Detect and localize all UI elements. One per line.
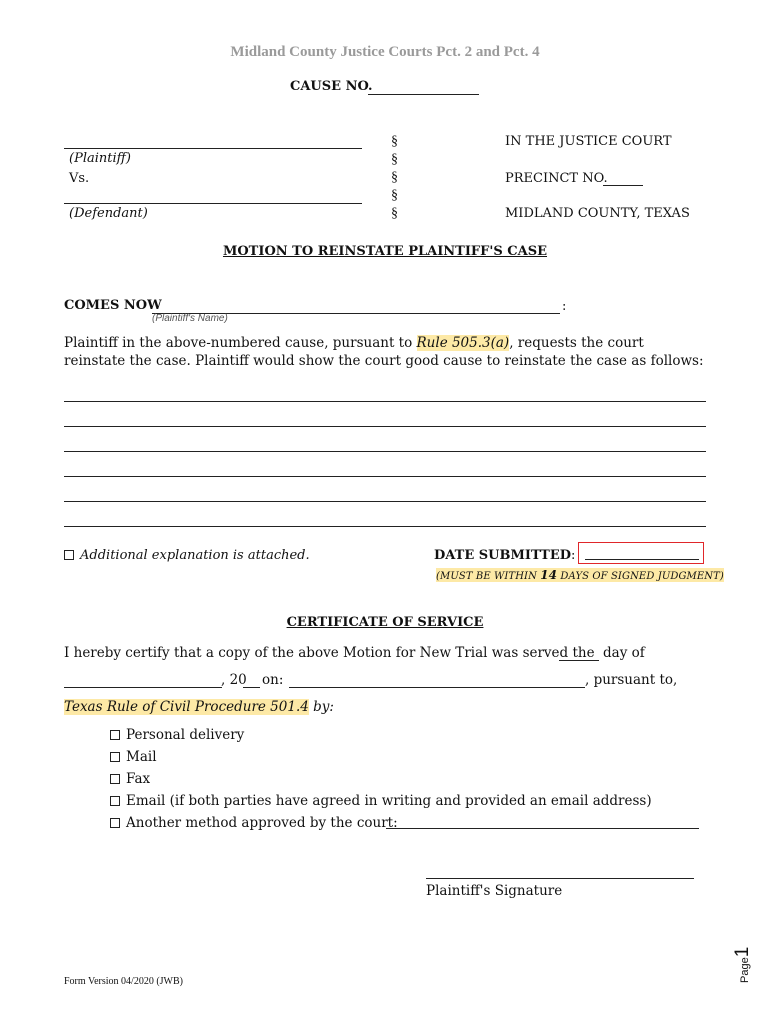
date-submitted-colon: : xyxy=(571,548,576,563)
method-label: Another method approved by the court: xyxy=(126,815,398,831)
fax-checkbox[interactable] xyxy=(110,774,120,784)
service-year-field[interactable] xyxy=(243,687,260,688)
certificate-day-of: day of xyxy=(603,645,645,661)
service-day-field[interactable] xyxy=(559,660,599,661)
certificate-line-1 xyxy=(64,645,595,661)
date-submitted xyxy=(434,548,575,563)
signature-field[interactable] xyxy=(426,878,694,879)
form-version: Form Version 04/2020 (JWB) xyxy=(64,976,183,987)
cause-number-field[interactable] xyxy=(368,94,479,95)
deadline-note-b: DAYS OF SIGNED JUDGMENT xyxy=(557,571,720,582)
comes-now-label: COMES NOW xyxy=(64,298,162,313)
explanation-line[interactable] xyxy=(64,501,706,502)
section-symbol: § xyxy=(391,170,398,185)
certificate-text: I hereby certify that a copy of the above Motion for New Trial was served the xyxy=(64,645,595,661)
deadline-note xyxy=(436,568,724,582)
motion-body-text-1: Plaintiff in the above-numbered cause, pursuant to xyxy=(64,335,417,351)
certificate-title: CERTIFICATE OF SERVICE xyxy=(286,615,484,630)
plaintiff-name-hint: (Plaintiff's Name) xyxy=(152,313,228,324)
email-checkbox[interactable] xyxy=(110,796,120,806)
cause-label: CAUSE NO. xyxy=(290,79,373,94)
service-method-other[interactable] xyxy=(110,815,398,831)
date-submitted-label: DATE SUBMITTED xyxy=(434,548,572,563)
defendant-field[interactable] xyxy=(64,203,362,204)
method-label: Personal delivery xyxy=(126,727,245,743)
personal-delivery-checkbox[interactable] xyxy=(110,730,120,740)
additional-explanation-option[interactable] xyxy=(64,548,310,563)
explanation-line[interactable] xyxy=(64,476,706,477)
method-label: Email (if both parties have agreed in writing and provided an email address) xyxy=(126,793,652,809)
by-label: by: xyxy=(313,699,334,715)
defendant-label: (Defendant) xyxy=(69,206,148,221)
precinct-text: PRECINCT NO. xyxy=(505,171,608,186)
explanation-line[interactable] xyxy=(64,526,706,527)
court-name: IN THE JUSTICE COURT xyxy=(505,134,672,149)
certificate-on: on: xyxy=(262,672,284,688)
motion-body-text-2: , requests the court reinstate the case. Plaintiff would show the court good cause to reinstate the case as follows: xyxy=(64,335,704,369)
mail-checkbox[interactable] xyxy=(110,752,120,762)
signature-label: Plaintiff's Signature xyxy=(426,883,563,899)
page-label: Page xyxy=(739,957,751,983)
certificate-year: , 20 xyxy=(221,672,247,688)
county-label: MIDLAND COUNTY, TEXAS xyxy=(505,206,690,221)
vs-label: Vs. xyxy=(69,171,90,186)
explanation-line[interactable] xyxy=(64,451,706,452)
court-header: Midland County Justice Courts Pct. 2 and Pct. 4 xyxy=(230,44,540,60)
explanation-line[interactable] xyxy=(64,401,706,402)
section-symbol: § xyxy=(391,206,398,221)
plaintiff-label: (Plaintiff) xyxy=(69,151,131,166)
additional-explanation-checkbox[interactable] xyxy=(64,550,74,560)
other-method-checkbox[interactable] xyxy=(110,818,120,828)
method-label: Mail xyxy=(126,749,157,765)
service-method-mail[interactable] xyxy=(110,749,157,765)
service-method-fax[interactable] xyxy=(110,771,150,787)
plaintiff-field[interactable] xyxy=(64,148,362,149)
comes-now-colon: : xyxy=(562,299,567,314)
precinct-label xyxy=(505,171,608,186)
certificate-pursuant: , pursuant to, xyxy=(585,672,678,688)
service-method-personal[interactable] xyxy=(110,727,244,743)
deadline-days: 14 xyxy=(540,568,558,582)
deadline-note-open: ( xyxy=(436,571,441,582)
service-method-email[interactable] xyxy=(110,793,652,809)
precinct-field[interactable] xyxy=(603,185,643,186)
additional-explanation-label: Additional explanation is attached. xyxy=(80,548,310,563)
section-symbol: § xyxy=(391,188,398,203)
page-digit: 1 xyxy=(732,946,753,958)
served-party-field[interactable] xyxy=(289,687,585,688)
rule-505-link[interactable]: Rule 505.3(a) xyxy=(416,335,510,351)
service-month-field[interactable] xyxy=(64,687,222,688)
section-symbol: § xyxy=(391,152,398,167)
method-label: Fax xyxy=(126,771,151,787)
trcp-501-4-link[interactable]: Texas Rule of Civil Procedure 501.4 xyxy=(64,699,309,715)
date-submitted-field[interactable] xyxy=(578,542,704,564)
motion-body xyxy=(64,334,704,370)
section-symbol: § xyxy=(391,134,398,149)
other-method-field[interactable] xyxy=(386,828,699,829)
page-number xyxy=(732,923,754,983)
explanation-line[interactable] xyxy=(64,426,706,427)
cause-number xyxy=(290,79,373,94)
deadline-note-close: ) xyxy=(719,571,724,582)
certificate-rule-line xyxy=(64,699,334,715)
motion-title: MOTION TO REINSTATE PLAINTIFF'S CASE xyxy=(222,244,548,259)
deadline-note-a: MUST BE WITHIN xyxy=(440,571,541,582)
